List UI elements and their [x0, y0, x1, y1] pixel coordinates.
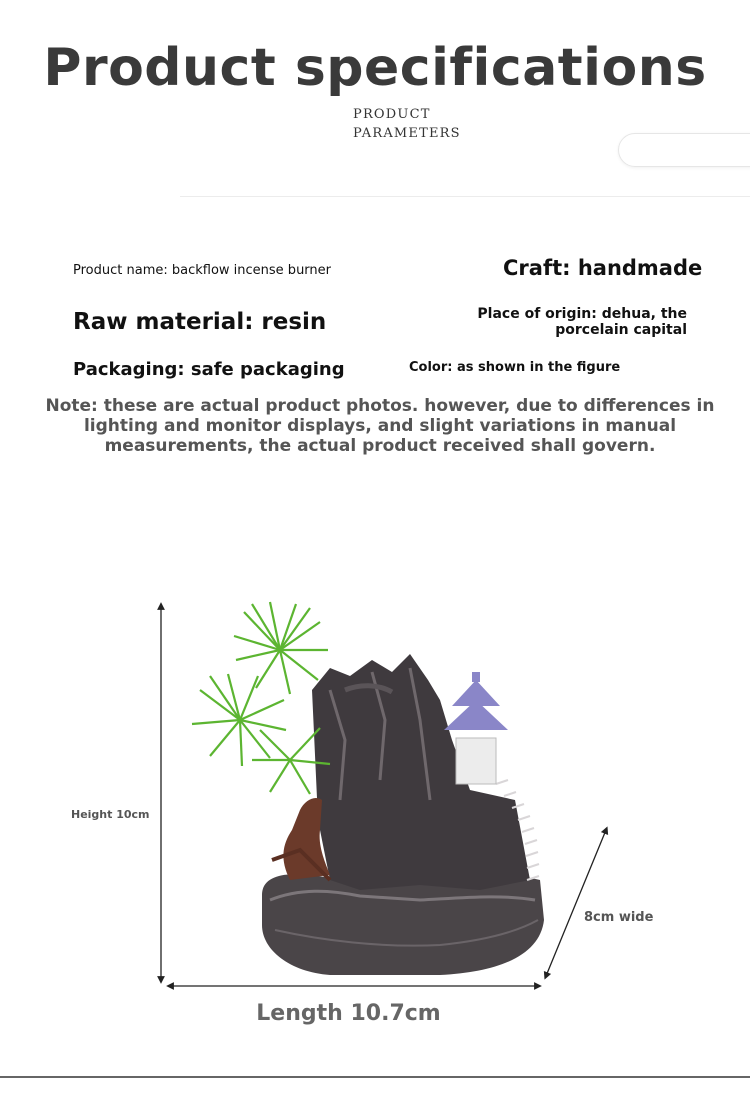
pine-foliage — [192, 602, 330, 794]
spec-product-name: Product name: backflow incense burner — [73, 263, 332, 278]
rock-mountain — [312, 654, 530, 890]
spec-craft: Craft: handmade — [503, 256, 703, 280]
footer-divider — [0, 1076, 750, 1078]
tree-trunk — [272, 798, 330, 880]
subtitle-line-2: PARAMETERS — [353, 126, 461, 141]
spec-raw-material: Raw material: resin — [73, 309, 327, 335]
disclaimer-note: Note: these are actual product photos. however, due to differences in lighting and monitor displays, and slight variations in manual measurements, the actual product received shall govern. — [45, 396, 715, 456]
height-label: Height 10cm — [71, 808, 150, 821]
length-label: Length 10.7cm — [256, 1001, 441, 1026]
page-title: Product specifications — [43, 38, 707, 98]
rock-base — [262, 874, 544, 975]
width-arrow — [546, 830, 606, 976]
width-label: 8cm wide — [584, 910, 654, 925]
spec-place-of-origin: Place of origin: dehua, the porcelain capital — [477, 306, 687, 338]
spec-packaging: Packaging: safe packaging — [73, 359, 345, 380]
subtitle-line-1: PRODUCT — [353, 107, 431, 122]
spec-color: Color: as shown in the figure — [409, 360, 621, 375]
